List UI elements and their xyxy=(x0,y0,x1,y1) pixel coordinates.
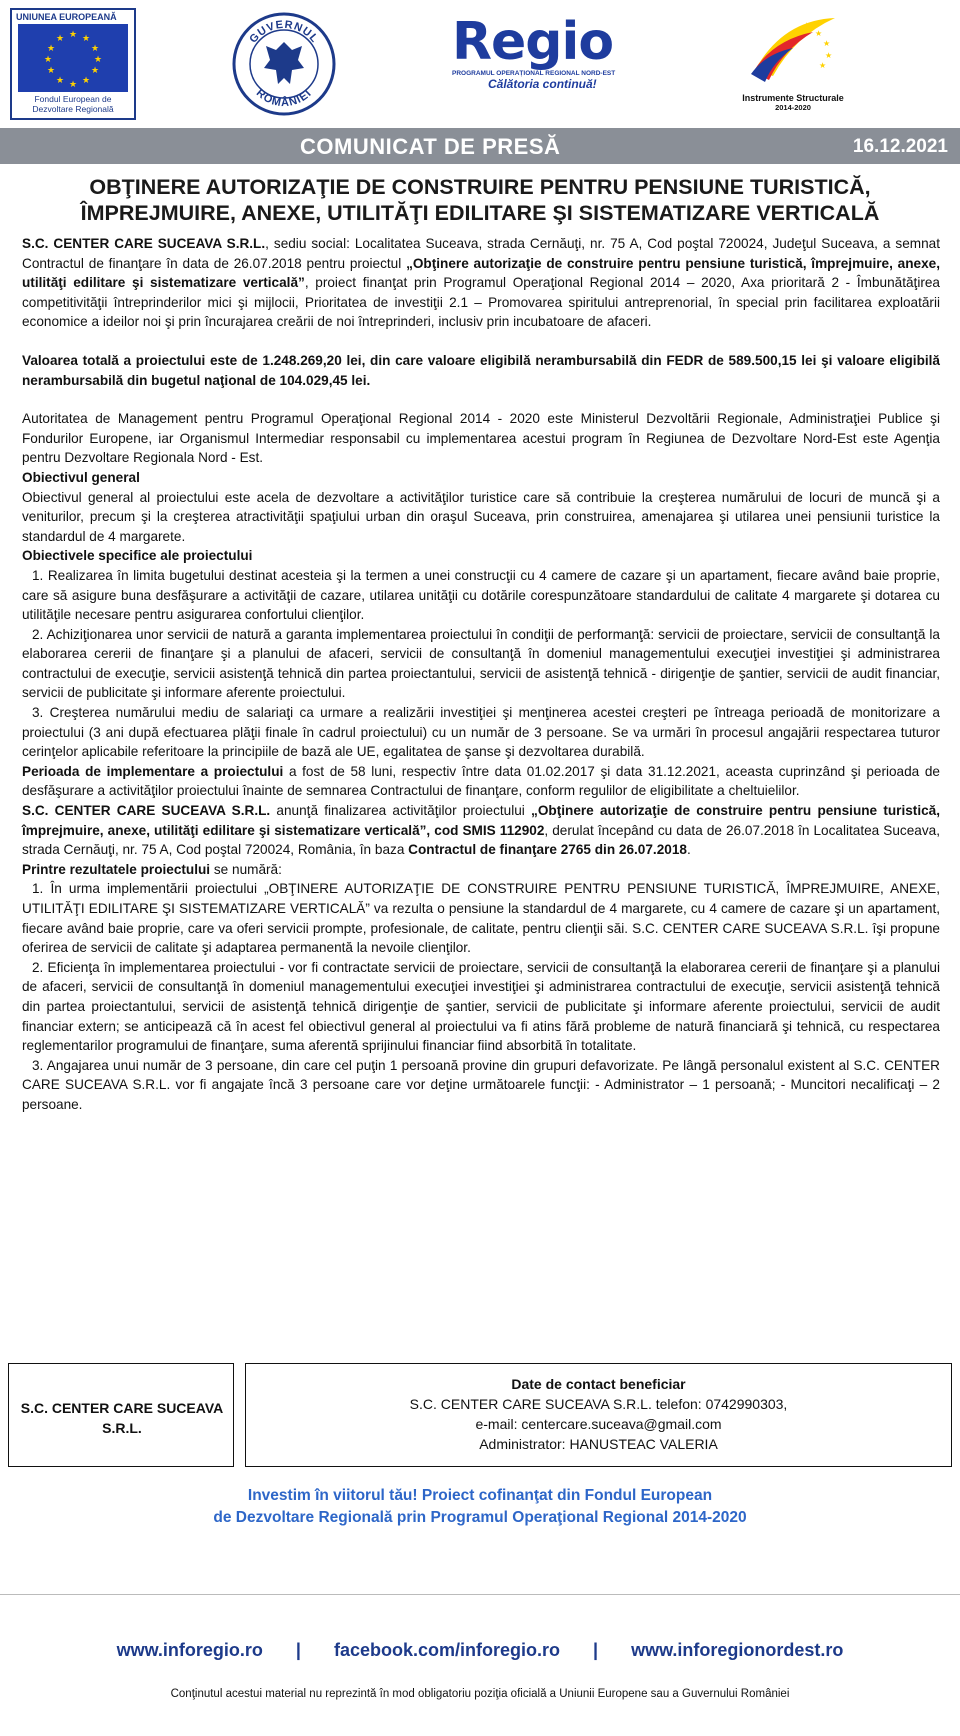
logo-row xyxy=(0,0,960,128)
structural-instruments-logo xyxy=(728,10,858,120)
svg-text:★: ★ xyxy=(815,29,823,38)
link-separator: | xyxy=(593,1640,599,1660)
document-title-line2: ÎMPREJMUIRE, ANEXE, UTILITĂŢI EDILITARE ŞI SISTEMATIZARE VERTICALĂ xyxy=(80,201,880,225)
specific-objective-1: 1. Realizarea în limita bugetului destinat acesteia şi la termen a unei construcţii cu 4 camere de cazare şi un apartament, fiecare având baie proprie, care să asigure buna desfăşurare a activităţii de cazare, utilarea unităţii cu dotările corespunzătoare standardului de calitate 4 margarete şi dotarea cu utilităţile necesare pentru asigurarea confortului clienţilor. xyxy=(22,567,940,623)
document-title-line1: OBŢINERE AUTORIZAŢIE DE CONSTRUIRE PENTRU PENSIUNE TURISTICĂ, xyxy=(89,175,871,199)
funding-slogan xyxy=(0,1485,960,1529)
press-release-banner xyxy=(0,128,960,164)
seal-text-top: GUVERNUL xyxy=(247,18,321,46)
specific-objective-3: 3. Creşterea numărului mediu de salariaţi ca urmare a realizării investiţiei şi menţinerea acestei creşteri pe întreaga perioadă de monitorizare a proiectului (3 ani după efectuarea plăţii finale în cadrul proiectului) cu un număr de 3 persoane. Se va urmări în procesul angajării respectarea tuturor cerinţelor aplicabile referitoare la principiile de bază ale UE, egalitatea de şanse şi dezvoltarea durabilă. xyxy=(22,705,940,760)
eu-logo xyxy=(10,8,136,120)
eu-logo-title: UNIUNEA EUROPEANĂ xyxy=(16,12,117,22)
authority-paragraph: Autoritatea de Management pentru Programul Operaţional Regional 2014 - 2020 este Ministerul Dezvoltării Regionale, Administraţiei Publice şi Fondurilor Europene, iar Organismul Intermediar responsabil cu implementarea acestui program în Regiunea de Dezvoltare Nord-Est este Agenţia pentru Dezvoltare Regionala Nord - Est. xyxy=(22,411,940,466)
eu-caption-line1: Fondul European de xyxy=(34,94,112,104)
regio-tagline: Călătoria continuă! xyxy=(488,77,597,91)
svg-text:★: ★ xyxy=(823,39,831,48)
contact-email[interactable]: e-mail: centercare.suceava@gmail.com xyxy=(475,1416,722,1432)
svg-text:★: ★ xyxy=(825,51,833,60)
result-2: 2. Eficienţa în implementarea proiectului - vor fi contractate servicii de proiectare, servicii de consultanţă la elaborarea cererii de finanţare şi a planului de afaceri, servicii de consultanţă în domeniul managementului execuţiei investiţiei şi administrarea contractului de execuţie, servicii asistenţă tehnică din partea proiectantului, servicii de asistenţă tehnică dirigenţie de şantier, servicii de publicitate şi informare aferente proiectului, servicii de audit financiar extern; se anticipează că în acest fel obiectivul general al proiectului va fi atins fără probleme de natură financiară şi tehnică, cu respectarea reglementarilor programului de finanţare, suma aferentă sprijinului financiar fiind absorbită în totalitate. xyxy=(22,959,940,1054)
slogan-line1: Investim în viitorul tău! Proiect cofinanţat din Fondul European xyxy=(247,1487,713,1504)
general-objective-heading: Obiectivul general xyxy=(22,469,140,485)
result-3: 3. Angajarea unui număr de 3 persoane, din care cel puţin 1 persoană provine din grupuri defavorizate. Pe lângă personalul existent al S.C. CENTER CARE SUCEAVA S.R.L. vor fi angajate încă 3 persoane care vor deţine următoarele funcţii: - Administrator – 1 persoană; - Muncitori necalificaţi – 2 persoane. xyxy=(22,1057,940,1112)
government-seal-icon xyxy=(232,12,336,116)
contact-phone: S.C. CENTER CARE SUCEAVA S.R.L. telefon: 0742990303, xyxy=(409,1396,788,1412)
intro-paragraph: S.C. CENTER CARE SUCEAVA S.R.L., sediu social: Localitatea Suceava, strada Cernăuţi, nr. 75 A, Cod poştal 720024, Judeţul Suceava, a semnat Contractul de finanţare în data de 26.07.2018 pentru proiectul „Obţinere autorizaţie de construire pentru pensiune turistică, împrejmuire, anexe, utilităţi edilitare şi sistematizare verticală”, proiect finanţat prin Programul Operaţional Regional 2014 – 2020, Axa prioritară 2 - Îmbunătăţirea competitivităţii întreprinderilor mici şi mijlocii, Prioritatea de investiţii 2.1 – Promovarea spiritului antreprenorial, în special prin facilitarea exploatării economice a ideilor noi şi prin încurajarea creării de noi întreprinderi, inclusiv prin incubatoare de afaceri. xyxy=(22,236,941,330)
slogan-line2: de Dezvoltare Regională prin Programul Operaţional Regional 2014-2020 xyxy=(213,1509,747,1526)
contact-details-box xyxy=(245,1363,952,1467)
banner-title: COMUNICAT DE PRESĂ xyxy=(300,134,561,159)
footer-divider xyxy=(0,1594,960,1595)
document-title xyxy=(20,174,940,226)
results-heading: Printre rezultatele proiectului se numără: xyxy=(22,861,282,877)
footer-links xyxy=(0,1640,960,1661)
instruments-title: Instrumente Structurale xyxy=(742,93,844,103)
link-inforegio[interactable]: www.inforegio.ro xyxy=(116,1640,263,1660)
regio-program: PROGRAMUL OPERAȚIONAL REGIONAL NORD-EST xyxy=(452,70,616,77)
beneficiary-name-box xyxy=(8,1363,234,1467)
contact-administrator: Administrator: HANUSTEAC VALERIA xyxy=(479,1436,718,1452)
value-paragraph: Valoarea totală a proiectului este de 1.248.269,20 lei, din care valoare eligibilă nerambursabilă din FEDR de 589.500,15 lei şi valoare eligibilă nerambursabilă din bugetul naţional de 104.029,45 lei. xyxy=(22,352,940,388)
svg-text:★: ★ xyxy=(819,61,827,70)
link-inforegionordest[interactable]: www.inforegionordest.ro xyxy=(631,1640,844,1660)
svg-text:★: ★ xyxy=(803,21,811,30)
disclaimer: Conţinutul acestui material nu reprezintă în mod obligatoriu poziţia oficială a Uniunii Europene sau a Guvernului României xyxy=(170,1688,790,1700)
link-facebook[interactable]: facebook.com/inforegio.ro xyxy=(333,1640,561,1660)
regio-logo xyxy=(452,12,652,110)
specific-objective-2: 2. Achiziţionarea unor servicii de natură a garanta implementarea proiectului în condiţii de performanţă: servicii de proiectare, servicii de consultanţă la elaborarea cererii de finanţare şi a planului de afaceri, servicii de consultanţă în domeniul managementului execuţiei investiţiei şi administrarea contractului de execuţie, servicii asistenţă tehnică din partea proiectantului, servicii de asistenţă tehnică - dirigenţie de şantier, servicii de audit financiar, servicii de publicitate şi informare aferente proiectului. xyxy=(22,626,940,701)
general-objective-text: Obiectivul general al proiectului este acela de dezvoltare a activităţilor turistice care să contribuie la creşterea numărului de locuri de muncă şi a veniturilor, precum şi la creşterea atractivităţii spaţiului urban din oraşul Suceava, prin construirea, amenajarea şi utilarea unei pensiunii turistice la standardul de 4 margarete. xyxy=(22,489,940,544)
contact-heading: Date de contact beneficiar xyxy=(511,1376,686,1392)
banner-date: 16.12.2021 xyxy=(852,136,948,157)
document-body xyxy=(22,234,940,1115)
seal-text-bottom: ROMÂNIEI xyxy=(253,87,315,110)
specific-objectives-heading: Obiectivele specifice ale proiectului xyxy=(22,548,253,564)
eu-caption-line2: Dezvoltare Regională xyxy=(32,104,114,114)
result-1: 1. În urma implementării proiectului „OBŢINERE AUTORIZAŢIE DE CONSTRUIRE PENTRU PENSIUNE TURISTICĂ, ÎMPREJMUIRE, ANEXE, UTILITĂŢI EDILITARE ŞI SISTEMATIZARE VERTICALĂ” va rezulta o pensiune la standardul de 4 margarete, cu 4 camere de cazare şi un apartament, fiecare având baie proprie, care va oferi servicii prompte, profesionale, de calitate, pentru clienţii săi. S.C. CENTER CARE SUCEAVA S.R.L. îşi propune oferirea de servicii de calitate şi adaptarea permanentă la nevoile clienţilor. xyxy=(22,881,940,956)
implementation-period: Perioada de implementare a proiectului a fost de 58 luni, respectiv între data 01.02.2017 şi data 31.12.2021, aceasta cuprinzând şi perioada de desfăşurare a activităţilor proiectului înainte de semnarea Contractului de finanţare, conform regulilor de eligibilitate a cheltuielilor. xyxy=(22,763,940,799)
regio-wordmark: Regio xyxy=(452,12,614,72)
structural-instruments-icon xyxy=(743,10,843,86)
link-separator: | xyxy=(295,1640,301,1660)
announcement-paragraph: S.C. CENTER CARE SUCEAVA S.R.L. anunţă finalizarea activităţilor proiectului „Obţinere autorizaţie de construire pentru pensiune turistică, împrejmuire, anexe, utilităţi edilitare şi sistematizare verticală”, cod SMIS 112902, derulat începând cu data de 26.07.2018 în Localitatea Suceava, strada Cernăuţi, nr. 75 A, Cod poştal 720024, România, în baza Contractul de finanţare 2765 din 26.07.2018. xyxy=(22,803,940,858)
eu-logo-caption xyxy=(12,94,134,114)
beneficiary-name: S.C. CENTER CARE SUCEAVA S.R.L. xyxy=(20,1400,224,1436)
instruments-years: 2014-2020 xyxy=(775,103,811,112)
eu-flag-icon: ★ ★ ★ ★ ★ ★ ★ ★ ★ ★ ★ ★ xyxy=(18,24,128,92)
